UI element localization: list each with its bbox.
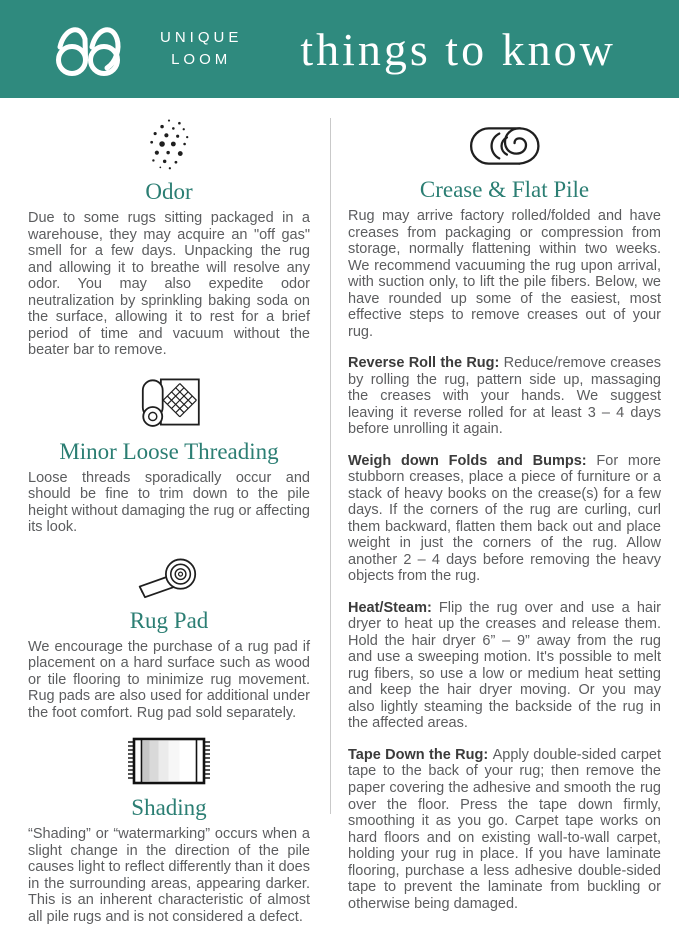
- section-body-rug-pad: We encourage the purchase of a rug pad if placement on a hard surface such as wood or tile flooring to minimize rug movement. Rug pads are also used for additional under the foot comfort. Rug pad sold separately.: [28, 638, 310, 721]
- section-body-crease: Rug may arrive factory rolled/folded and have creases from packaging or compression from storage, normally flattening within two weeks. We recommend vacuuming the rug upon arrival, with suction only, to lift the pile fibers. Below, we have rounded up some of the easiest, most effective steps to remove creases out of your rug.: [348, 208, 661, 340]
- flat-rug-fringe-icon: [126, 736, 212, 786]
- tip-lead-weigh-down: Weigh down Folds and Bumps:: [348, 452, 587, 469]
- section-heading-crease: Crease & Flat Pile: [419, 177, 590, 202]
- section-heading-shading: Shading: [131, 795, 207, 821]
- tip-reverse-roll: [348, 355, 661, 438]
- odor-specks-icon: [141, 118, 197, 170]
- tip-body-tape-down: Apply double-sided carpet tape to the back of your rug; then remove the paper covering the adhesive and smooth the rug over the floor. Press the tape down firmly, smoothing it as you go. Carpet tape works on hard floors and on existing wall-to-wall carpet, holding your rug in place. If you have laminate flooring, purchase a less adhesive double-sided tape to prevent the laminate from buckling or otherwise being damaged.: [348, 746, 661, 912]
- section-odor: [28, 118, 310, 359]
- section-heading-rug-pad: Rug Pad: [129, 607, 209, 633]
- section-shading: [28, 736, 310, 925]
- section-rug-pad: [28, 551, 310, 722]
- tip-weigh-down: [348, 453, 661, 585]
- tip-tape-down: [348, 747, 661, 912]
- header-banner: [0, 0, 679, 98]
- brand-name-line2: LOOM: [171, 51, 232, 68]
- brand-name: [160, 27, 242, 71]
- tip-text: [348, 747, 661, 912]
- section-heading-odor: Odor: [145, 179, 193, 204]
- rolled-rug-spiral-icon: [463, 124, 547, 168]
- section-heading-threading: Minor Loose Threading: [59, 438, 279, 464]
- tip-lead-reverse-roll: Reverse Roll the Rug:: [348, 355, 500, 372]
- tip-body-reverse-roll: Reduce/remove creases by rolling the rug, pattern side up, massaging the creases with your hands. We suggest leaving it reverse rolled for at least 3 – 4 days before unrolling it again.: [348, 355, 662, 438]
- brand-lockup: [52, 17, 242, 81]
- section-body-shading: “Shading” or “watermarking” occurs when a slight change in the direction of the pile causes light to reflect differently than it does in the surrounding areas, appearing darker. This is an inherent characteristic of almost all pile rugs and is not considered a defect.: [28, 826, 310, 925]
- tip-text: [348, 453, 661, 585]
- unique-loom-logo-icon: [52, 17, 148, 81]
- section-crease: [348, 118, 661, 340]
- left-column: [0, 98, 330, 925]
- tip-body-heat-steam: Flip the rug over and use a hair dryer to heat up the creases and release them. Hold the hair dryer 6” – 9” away from the rug and use a sweeping motion. It's possible to melt rug fibers, so use a low or medium heat setting and keep the hair dryer moving. Or you may also lightly steaming the backside of the rug in the affected areas.: [348, 599, 662, 732]
- section-threading: [28, 374, 310, 536]
- tip-text: [348, 600, 661, 732]
- content-area: [0, 98, 679, 925]
- tip-lead-heat-steam: Heat/Steam:: [348, 599, 432, 616]
- right-column: [331, 98, 679, 912]
- tip-text: [348, 355, 661, 438]
- tip-body-weigh-down: For more stubborn creases, place a piece of furniture or a stack of heavy books on the crease(s) for a few days. If the corners of the rug are curling, curl them backward, flatten them back out and place weight in just the corners of the rug. Allow another 2 – 4 days before removing the heavy objects from the rug.: [348, 452, 661, 585]
- rug-pad-roll-icon: [133, 551, 205, 599]
- tip-heat-steam: [348, 600, 661, 732]
- page-title: things to know: [300, 23, 616, 75]
- rolled-rug-lattice-icon: [133, 374, 205, 430]
- section-body-threading: Loose threads sporadically occur and should be fine to trim down to the pile height without damaging the rug or affecting its look.: [28, 469, 310, 536]
- tip-lead-tape-down: Tape Down the Rug:: [348, 746, 489, 763]
- section-body-odor: Due to some rugs sitting packaged in a warehouse, they may acquire an "off gas" smell for a few days. Unpacking the rug and allowing it to breathe will resolve any odor. You may also expedite odor neutralization by sprinkling baking soda on the surface, allowing it to rest for a brief period of time and vacuum without the beater bar to remove.: [28, 210, 310, 359]
- brand-name-line1: UNIQUE: [160, 29, 243, 47]
